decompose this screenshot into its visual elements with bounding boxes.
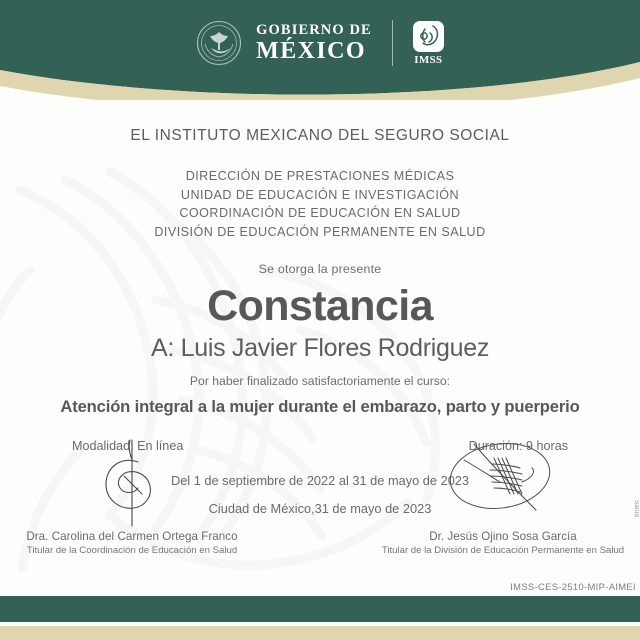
department-line: UNIDAD DE EDUCACIÓN E INVESTIGACIÓN	[180, 187, 460, 202]
gobierno-line-1: GOBIERNO DE	[256, 22, 372, 39]
department-block	[0, 167, 640, 241]
signer-role: Titular de la División de Educación Permanente en Salud	[381, 545, 625, 556]
duration-label: Duración: 9 horas	[468, 439, 568, 454]
header-content	[0, 0, 640, 86]
footer-green-band	[0, 596, 640, 622]
handwritten-signature-loop	[8, 438, 256, 530]
department-line: COORDINACIÓN DE EDUCACIÓN EN SALUD	[179, 206, 461, 220]
mexican-coat-of-arms-seal	[196, 20, 242, 66]
signer-name: Dra. Carolina del Carmen Ortega Franco	[26, 530, 238, 543]
imss-wordmark: IMSS	[414, 53, 443, 66]
imss-logo-mark	[413, 21, 444, 52]
certificate-serial: IMSS-CES-2510-MIP-AIMEI	[510, 581, 636, 592]
side-vertical-code: Salud	[633, 500, 639, 518]
modality-label: Modalidad: En línea	[72, 439, 184, 454]
gobierno-line-2: MÉXICO	[256, 37, 366, 64]
institution-title: EL INSTITUTO MEXICANO DEL SEGURO SOCIAL	[130, 127, 510, 144]
department-line: DIVISIÓN DE EDUCACIÓN PERMANENTE EN SALUD	[154, 224, 486, 239]
department-line: DIRECCIÓN DE PRESTACIONES MÉDICAS	[185, 169, 455, 183]
grant-line: Se otorga la presente	[258, 262, 382, 276]
signature-area	[0, 438, 640, 568]
signature-block-right	[372, 438, 634, 556]
certificate-title: Constancia	[207, 282, 433, 330]
imss-logo	[413, 21, 444, 66]
course-name: Atención integral a la mujer durante el embarazo, parto y puerperio	[60, 397, 580, 417]
city-and-date: Ciudad de México,31 de mayo de 2023	[208, 501, 432, 517]
course-lead-in: Por haber finalizado satisfactoriamente el curso:	[189, 374, 451, 389]
recipient-name: A: Luis Javier Flores Rodriguez	[150, 334, 490, 363]
date-range: Del 1 de septiembre de 2022 al 31 de mayo de 2023	[170, 473, 470, 489]
signer-role: Titular de la Coordinación de Educación en Salud	[26, 545, 238, 556]
signer-name: Dr. Jesús Ojino Sosa García	[429, 530, 577, 543]
vertical-divider	[392, 20, 393, 66]
handwritten-signature-scribble	[372, 438, 634, 530]
footer-beige-band	[0, 626, 640, 640]
signature-block-left	[8, 438, 256, 556]
gobierno-de-mexico-wordmark	[256, 23, 372, 63]
